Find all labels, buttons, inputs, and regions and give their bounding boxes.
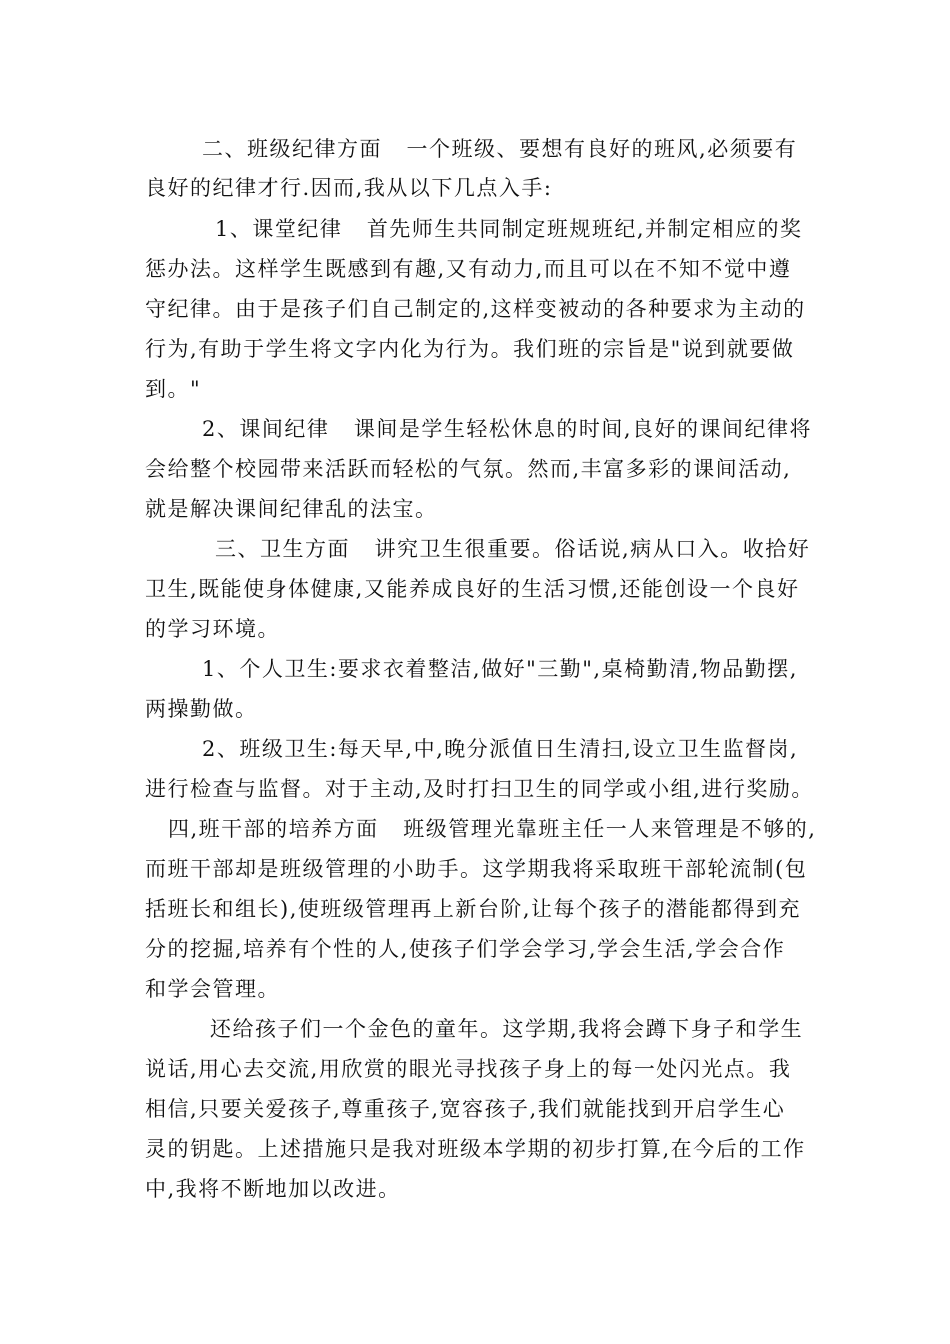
- text-line: 相信,只要关爱孩子,尊重孩子,宽容孩子,我们就能找到开启学生心: [145, 1097, 786, 1121]
- text-line: 2、班级卫生:每天早,中,晚分派值日生清扫,设立卫生监督岗,: [202, 737, 799, 761]
- text-line: 就是解决课间纪律乱的法宝。: [145, 497, 438, 521]
- text-line: 而班干部却是班级管理的小助手。这学期我将采取班干部轮流制(包: [145, 857, 808, 881]
- text-line: 灵的钥匙。上述措施只是我对班级本学期的初步打算,在今后的工作: [145, 1137, 806, 1161]
- text-line: 2、课间纪律 课间是学生轻松休息的时间,良好的课间纪律将: [202, 417, 813, 441]
- text-line: 惩办法。这样学生既感到有趣,又有动力,而且可以在不知不觉中遵: [145, 257, 792, 281]
- text-line: 中,我将不断地加以改进。: [145, 1177, 401, 1201]
- text-line: 二、班级纪律方面 一个班级、要想有良好的班风,必须要有: [202, 137, 798, 161]
- text-line: 会给整个校园带来活跃而轻松的气氛。然而,丰富多彩的课间活动,: [145, 457, 792, 481]
- text-line: 良好的纪律才行.因而,我从以下几点入手:: [145, 176, 553, 200]
- text-line: 三、卫生方面 讲究卫生很重要。俗话说,病从口入。收拾好: [215, 537, 811, 561]
- text-line: 两操勤做。: [145, 697, 258, 721]
- text-line: 进行检查与监督。对于主动,及时打扫卫生的同学或小组,进行奖励。: [145, 777, 814, 801]
- text-line: 行为,有助于学生将文字内化为行为。我们班的宗旨是"说到就要做: [145, 337, 795, 361]
- text-line: 还给孩子们一个金色的童年。这学期,我将会蹲下身子和学生: [210, 1017, 804, 1041]
- text-line: 卫生,既能使身体健康,又能养成良好的生活习惯,还能创设一个良好: [145, 577, 800, 601]
- text-line: 1、个人卫生:要求衣着整洁,做好"三勤",桌椅勤清,物品勤摆,: [202, 657, 798, 681]
- text-line: 到。": [145, 377, 202, 401]
- text-line: 括班长和组长),使班级管理再上新台阶,让每个孩子的潜能都得到充: [145, 897, 802, 921]
- text-line: 守纪律。由于是孩子们自己制定的,这样变被动的各种要求为主动的: [145, 297, 806, 321]
- text-line: 分的挖掘,培养有个性的人,使孩子们学会学习,学会生活,学会合作: [145, 937, 786, 961]
- text-line: 和学会管理。: [145, 977, 280, 1001]
- text-line: 四,班干部的培养方面 班级管理光靠班主任一人来管理是不够的,: [168, 817, 817, 841]
- text-line: 说话,用心去交流,用欣赏的眼光寻找孩子身上的每一处闪光点。我: [145, 1057, 792, 1081]
- text-line: 的学习环境。: [145, 617, 280, 641]
- text-line: 1、课堂纪律 首先师生共同制定班规班纪,并制定相应的奖: [215, 217, 803, 241]
